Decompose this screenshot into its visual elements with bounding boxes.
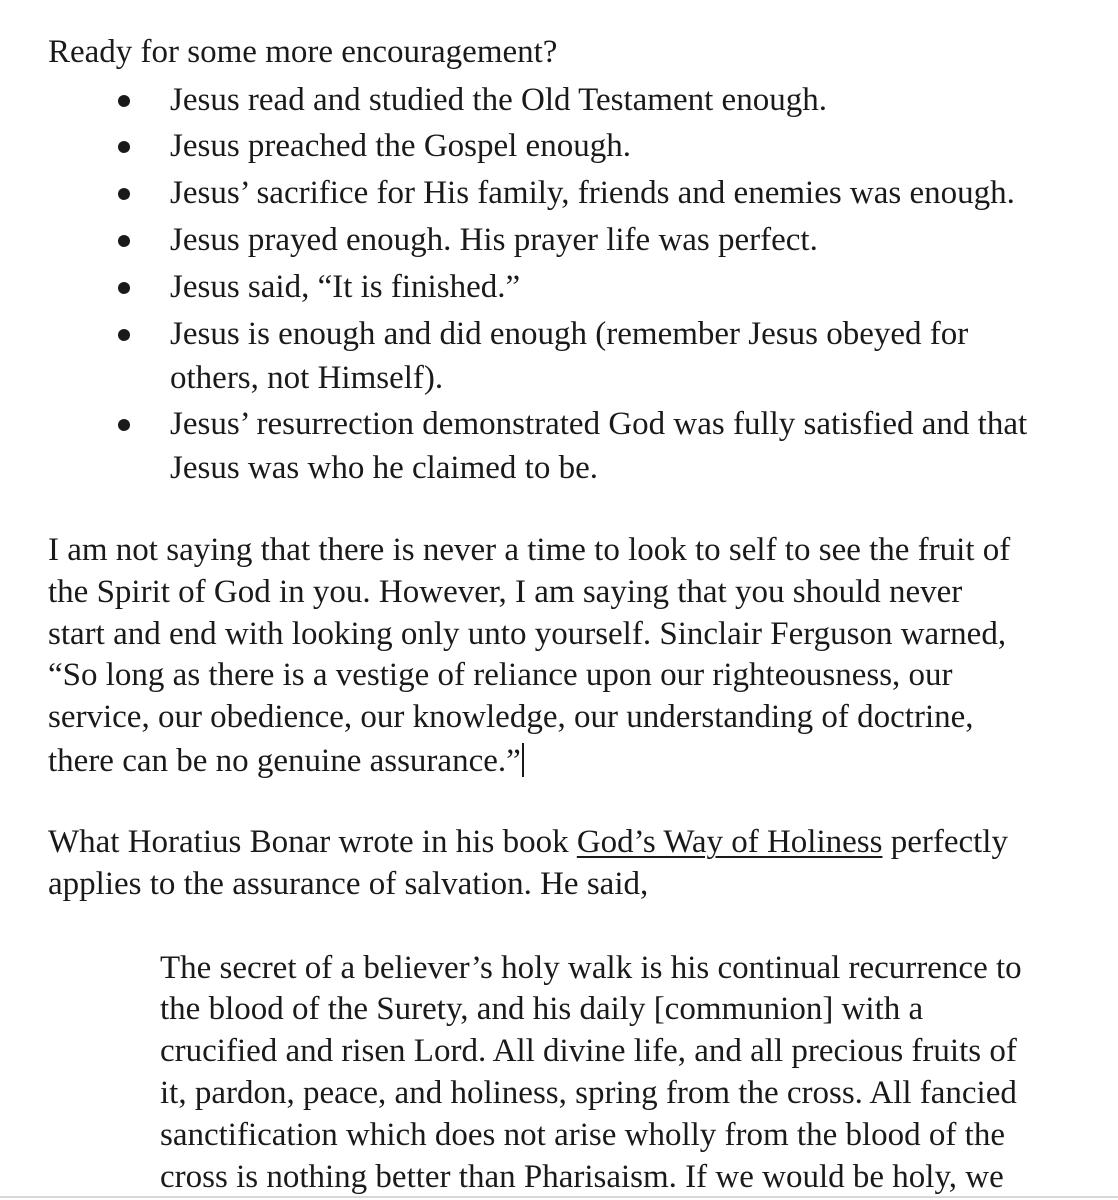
quote-line: The secret of a believer’s holy walk is his continual recurrence to (160, 950, 1022, 986)
paragraph-line: “So long as there is a vestige of reliance upon our righteousness, our (48, 657, 953, 693)
paragraph-line (48, 826, 1008, 859)
paragraph-text: perfectly (882, 824, 1008, 860)
bullet-icon (118, 419, 130, 431)
text-cursor (522, 743, 524, 777)
quote-line: cross is nothing better than Pharisaism. If we would be holy, we (160, 1159, 1004, 1195)
list-item-text: Jesus preached the Gospel enough. (170, 128, 631, 164)
intro-line: Ready for some more encouragement? (48, 34, 558, 70)
list-item-text-continued: Jesus was who he claimed to be. (170, 450, 598, 486)
list-item-text: Jesus read and studied the Old Testament enough. (170, 82, 827, 118)
paragraph-line: start and end with looking only unto yourself. Sinclair Ferguson warned, (48, 616, 1007, 652)
list-item-text-continued: others, not Himself). (170, 360, 444, 396)
list-item-text: Jesus prayed enough. His prayer life was perfect. (170, 222, 818, 258)
bullet-icon (118, 282, 130, 294)
bullet-icon (118, 95, 130, 107)
quote-line: it, pardon, peace, and holiness, spring from the cross. All fancied (160, 1075, 1017, 1111)
bullet-icon (118, 235, 130, 247)
paragraph-line-text: there can be no genuine assurance.” (48, 743, 521, 779)
paragraph-line: applies to the assurance of salvation. He said, (48, 866, 649, 902)
list-item-text: Jesus’ resurrection demonstrated God was fully satisfied and that (170, 406, 1028, 442)
list-item-text: Jesus’ sacrifice for His family, friends and enemies was enough. (170, 175, 1015, 211)
paragraph-line: I am not saying that there is never a time to look to self to see the fruit of (48, 532, 1011, 568)
page-bottom-edge (0, 1196, 1118, 1198)
book-title: God’s Way of Holiness (576, 824, 883, 860)
list-item-text: Jesus said, “It is finished.” (170, 269, 521, 305)
paragraph-line: the Spirit of God in you. However, I am saying that you should never (48, 574, 963, 610)
bullet-icon (118, 329, 130, 341)
bullet-icon (118, 188, 130, 200)
quote-line: sanctification which does not arise wholly from the blood of the (160, 1117, 1005, 1153)
paragraph-line (48, 743, 524, 778)
bullet-icon (118, 141, 130, 153)
quote-line: crucified and risen Lord. All divine life, and all precious fruits of (160, 1033, 1017, 1069)
paragraph-text: What Horatius Bonar wrote in his book (48, 824, 577, 860)
paragraph-line: service, our obedience, our knowledge, our understanding of doctrine, (48, 699, 974, 735)
quote-line: the blood of the Surety, and his daily [communion] with a (160, 991, 924, 1027)
list-item-text: Jesus is enough and did enough (remember Jesus obeyed for (170, 316, 969, 352)
